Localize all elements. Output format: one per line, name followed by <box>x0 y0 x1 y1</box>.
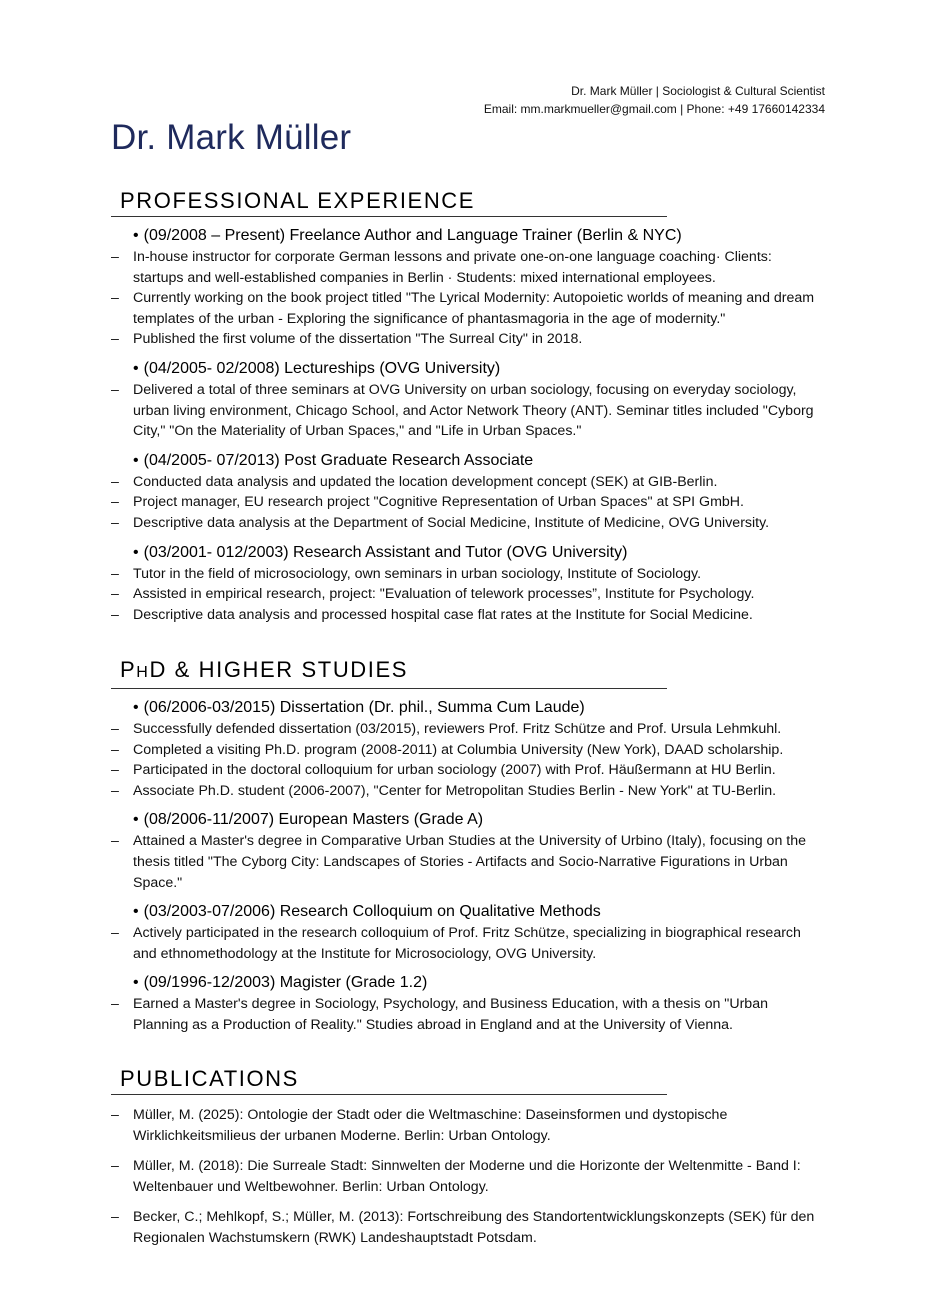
entry-details <box>111 472 825 534</box>
detail-item <box>111 513 825 534</box>
detail-text: Actively participated in the research colloquium of Prof. Fritz Schütze, specializing in biographical research and ethnomethodology at the Institute for Microsociology, OVG University. <box>133 925 801 962</box>
entry <box>111 809 825 893</box>
detail-text: In-house instructor for corporate German lessons and private one-on-one language coaching· Clients: startups and well-established companies in Berlin · Students: mixed international employees. <box>133 249 772 286</box>
dash-icon: – <box>111 514 119 531</box>
entry-title-text: (09/1996-12/2003) Magister (Grade 1.2) <box>143 974 428 992</box>
detail-item <box>111 247 825 288</box>
dash-icon: – <box>111 741 119 758</box>
detail-item <box>111 994 825 1035</box>
entry <box>111 450 825 534</box>
detail-text: Descriptive data analysis at the Department of Social Medicine, Institute of Medicine, OVG University. <box>133 514 770 531</box>
entry-title-text: (09/2008 – Present) Freelance Author and Language Trainer (Berlin & NYC) <box>143 227 682 244</box>
entry-details <box>111 831 825 893</box>
entry-details <box>111 719 825 801</box>
bullet-icon: • <box>133 811 139 829</box>
detail-item <box>111 584 825 605</box>
detail-item <box>111 740 825 761</box>
detail-text: Assisted in empirical research, project: "Evaluation of telework processes”, Institute for Psychology. <box>133 586 755 603</box>
dash-icon: – <box>111 494 119 511</box>
section-experience <box>111 188 825 625</box>
dash-icon: – <box>111 833 119 850</box>
detail-item <box>111 719 825 740</box>
detail-text: Earned a Master's degree in Sociology, Psychology, and Business Education, with a thesis on "Urban Planning as a Production of Reality." Studies abroad in England and at the University of Vienna. <box>133 996 768 1033</box>
experience-list <box>111 225 825 625</box>
dash-icon: – <box>111 721 119 737</box>
contact-line-email-phone: Email: mm.markmueller@gmail.com | Phone: +49 17660142334 <box>483 102 825 116</box>
detail-text: Conducted data analysis and updated the location development concept (SEK) at GIB-Berlin. <box>133 473 718 490</box>
detail-text: Tutor in the field of microsociology, own seminars in urban sociology, Institute of Sociology. <box>133 565 702 582</box>
publication-text: Müller, M. (2025): Ontologie der Stadt oder die Weltmaschine: Daseinsformen und dystopische Wirklichkeitsmilieus der urbanen Moderne. Berlin: Urban Ontology. <box>133 1107 728 1144</box>
dash-icon: – <box>111 473 119 490</box>
detail-text: Successfully defended dissertation (03/2015), reviewers Prof. Fritz Schütze and Prof. Ursula Lehmkuhl. <box>133 721 782 737</box>
detail-item <box>111 564 825 585</box>
detail-item <box>111 605 825 626</box>
entry <box>111 542 825 626</box>
entry-title-text: (06/2006-03/2015) Dissertation (Dr. phil., Summa Cum Laude) <box>143 699 585 716</box>
entry-title-text: (04/2005- 07/2013) Post Graduate Research Associate <box>143 451 534 469</box>
bullet-icon: • <box>133 227 139 244</box>
detail-text: Descriptive data analysis and processed hospital case flat rates at the Institute for Social Medicine. <box>133 606 753 623</box>
entry-title-text: (08/2006-11/2007) European Masters (Grade A) <box>143 811 484 829</box>
entry-details <box>111 994 825 1035</box>
dash-icon: – <box>111 1107 119 1123</box>
entry <box>111 901 825 964</box>
entry <box>111 972 825 1035</box>
dash-icon: – <box>111 381 119 398</box>
detail-item <box>111 329 825 350</box>
dash-icon: – <box>111 925 119 942</box>
section-title-studies: PHD & HIGHER STUDIES <box>111 657 667 689</box>
studies-list <box>111 697 825 1036</box>
section-publications <box>111 1066 825 1259</box>
detail-item <box>111 380 825 442</box>
bullet-icon: • <box>133 543 139 561</box>
candidate-name: Dr. Mark Müller <box>111 118 352 157</box>
section-title-publications: PUBLICATIONS <box>111 1066 667 1095</box>
bullet-icon: • <box>133 359 139 377</box>
entry-title <box>111 358 825 379</box>
dash-icon: – <box>111 249 119 265</box>
entry-title <box>111 697 825 718</box>
entry-details <box>111 247 825 350</box>
detail-text: Associate Ph.D. student (2006-2007), "Center for Metropolitan Studies Berlin - New York" at TU-Berlin. <box>133 782 777 799</box>
publication-item <box>111 1207 825 1248</box>
bullet-icon: • <box>133 451 139 469</box>
entry-title-text: (03/2003-07/2006) Research Colloquium on Qualitative Methods <box>143 903 601 921</box>
section-title-experience: PROFESSIONAL EXPERIENCE <box>111 188 667 217</box>
entry-title <box>111 450 825 471</box>
entry-title-text: (03/2001- 012/2003) Research Assistant and Tutor (OVG University) <box>143 543 628 561</box>
dash-icon: – <box>111 606 119 623</box>
detail-text: Completed a visiting Ph.D. program (2008-2011) at Columbia University (New York), DAAD scholarship. <box>133 741 784 758</box>
detail-item <box>111 472 825 493</box>
detail-item <box>111 760 825 781</box>
detail-item <box>111 923 825 964</box>
detail-text: Currently working on the book project titled "The Lyrical Modernity: Autopoietic worlds of meaning and dream templates of the urban - Exploring the significance of phantasmagoria in the age of modernity." <box>133 290 815 327</box>
publication-item <box>111 1105 825 1146</box>
publication-text: Müller, M. (2018): Die Surreale Stadt: Sinnwelten der Moderne und die Horizonte der Weltenmitte - Band I: Weltenbauer und Weltbewohner. Berlin: Urban Ontology. <box>133 1158 801 1195</box>
dash-icon: – <box>111 762 119 779</box>
publication-list <box>111 1105 825 1249</box>
detail-item <box>111 831 825 893</box>
contact-line-title: Dr. Mark Müller | Sociologist & Cultural Scientist <box>571 84 825 98</box>
entry-title <box>111 972 825 993</box>
detail-text: Participated in the doctoral colloquium for urban sociology (2007) with Prof. Häußermann at HU Berlin. <box>133 762 776 779</box>
dash-icon: – <box>111 1158 119 1175</box>
detail-item <box>111 781 825 802</box>
entry <box>111 225 825 350</box>
detail-text: Delivered a total of three seminars at OVG University on urban sociology, focusing on everyday sociology, urban living environment, Chicago School, and Actor Network Theory (ANT). Seminar titles included "Cyborg City," "On the Materiality of Urban Spaces," and "Life in Urban Spaces." <box>133 381 814 440</box>
entry-title-text: (04/2005- 02/2008) Lectureships (OVG University) <box>143 359 501 377</box>
publication-item <box>111 1156 825 1197</box>
detail-text: Project manager, EU research project "Cognitive Representation of Urban Spaces" at SPI GmbH. <box>133 494 744 511</box>
dash-icon: – <box>111 782 119 799</box>
section-studies <box>111 657 825 1036</box>
entry <box>111 697 825 801</box>
entry-title <box>111 901 825 922</box>
entry-details <box>111 923 825 964</box>
contact-block <box>484 82 825 118</box>
entry-title <box>111 809 825 830</box>
bullet-icon: • <box>133 903 139 921</box>
publication-text: Becker, C.; Mehlkopf, S.; Müller, M. (2013): Fortschreibung des Standortentwicklungskonzepts (SEK) für den Regionalen Wachstumskern (RWK) Landeshauptstadt Potsdam. <box>133 1209 815 1246</box>
detail-item <box>111 288 825 329</box>
bullet-icon: • <box>133 699 139 716</box>
dash-icon: – <box>111 565 119 582</box>
detail-text: Attained a Master's degree in Comparative Urban Studies at the University of Urbino (Italy), focusing on the thesis titled "The Cyborg City: Landscapes of Stories - Artifacts and Socio-Narrative Figurations in Urban Space." <box>133 833 807 891</box>
dash-icon: – <box>111 331 119 348</box>
detail-text: Published the first volume of the dissertation "The Surreal City" in 2018. <box>133 331 583 348</box>
dash-icon: – <box>111 586 119 603</box>
entry-title <box>111 542 825 563</box>
entry-details <box>111 380 825 442</box>
entry-title <box>111 225 825 246</box>
entry-details <box>111 564 825 626</box>
detail-item <box>111 492 825 513</box>
bullet-icon: • <box>133 974 139 992</box>
dash-icon: – <box>111 1209 119 1226</box>
dash-icon: – <box>111 996 119 1013</box>
entry <box>111 358 825 442</box>
dash-icon: – <box>111 290 119 307</box>
